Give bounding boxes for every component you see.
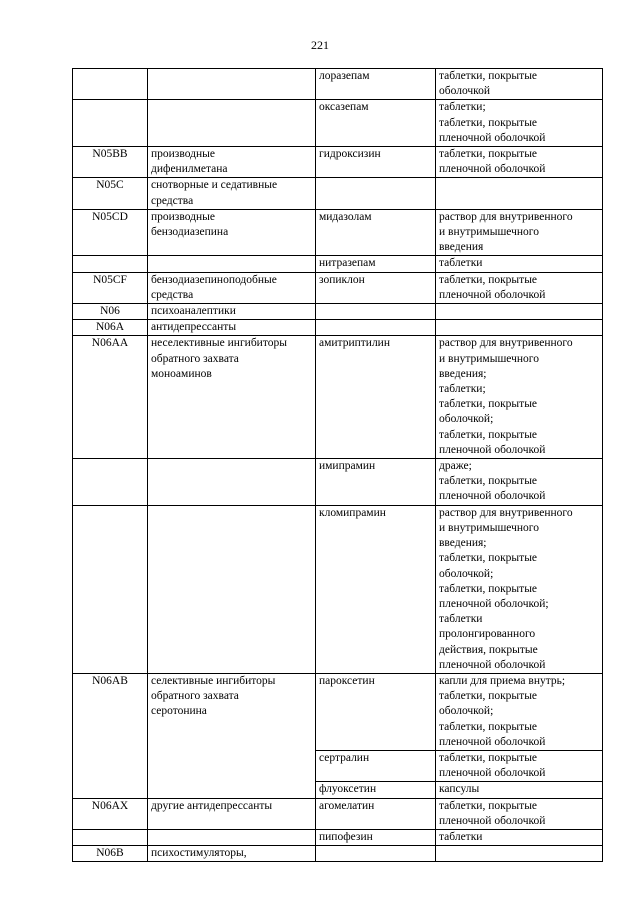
form-line: раствор для внутривенного: [439, 210, 573, 223]
page-number: 221: [311, 38, 329, 52]
code-cell: [73, 178, 148, 209]
code-cell: [73, 100, 148, 147]
group-line: психостимуляторы,: [151, 847, 247, 860]
group-line: селективные ингибиторы: [151, 674, 276, 687]
form-cell: [436, 256, 603, 272]
atc-code: N06AB: [92, 674, 128, 687]
table-row: [73, 256, 603, 272]
drug-line: агомелатин: [319, 799, 375, 812]
table-row: [73, 505, 603, 673]
form-cell: [436, 69, 603, 100]
group-line: моноаминов: [151, 367, 212, 380]
drug-cell: [316, 750, 436, 781]
group-cell: [148, 829, 316, 845]
atc-code: N06AX: [91, 799, 129, 812]
group-cell: [148, 505, 316, 673]
form-cell: [436, 304, 603, 320]
drug-line: зопиклон: [319, 273, 365, 286]
form-line: таблетки;: [439, 383, 486, 396]
table-row: [73, 209, 603, 256]
group-cell: [148, 798, 316, 829]
form-line: таблетки, покрытые: [439, 720, 538, 733]
form-line: таблетки, покрытые: [439, 148, 538, 161]
form-line: таблетки;: [439, 101, 486, 114]
code-cell: [73, 798, 148, 829]
group-line: неселективные ингибиторы: [151, 337, 287, 350]
drug-cell: [316, 829, 436, 845]
group-cell: [148, 178, 316, 209]
table-row: [73, 320, 603, 336]
group-cell: [148, 846, 316, 862]
form-line: таблетки, покрытые: [439, 475, 538, 488]
table-row: [73, 673, 603, 750]
code-cell: [73, 256, 148, 272]
code-cell: [73, 209, 148, 256]
table-row: [73, 272, 603, 303]
form-line: пролонгированного: [439, 628, 536, 641]
form-line: действия, покрытые: [439, 643, 538, 656]
code-cell: [73, 69, 148, 100]
drug-cell: [316, 209, 436, 256]
group-cell: [148, 459, 316, 506]
form-line: капли для приема внутрь;: [439, 674, 566, 687]
code-cell: [73, 846, 148, 862]
form-line: пленочной оболочкой;: [439, 597, 549, 610]
code-cell: [73, 336, 148, 459]
drug-line: флуоксетин: [319, 783, 377, 796]
group-cell: [148, 673, 316, 798]
form-line: таблетки, покрытые: [439, 273, 538, 286]
group-line: дифенилметана: [151, 163, 228, 176]
form-line: таблетки: [439, 257, 483, 270]
drug-cell: [316, 304, 436, 320]
form-cell: [436, 782, 603, 798]
form-cell: [436, 505, 603, 673]
form-line: пленочной оболочкой: [439, 658, 546, 671]
drug-line: кломипрамин: [319, 506, 386, 519]
form-line: оболочкой;: [439, 567, 494, 580]
drug-cell: [316, 320, 436, 336]
table-row: [73, 69, 603, 100]
group-cell: [148, 69, 316, 100]
drug-table: [72, 68, 603, 862]
drug-cell: [316, 336, 436, 459]
form-line: введения;: [439, 537, 487, 550]
form-line: введения: [439, 241, 484, 254]
form-cell: [436, 209, 603, 256]
form-line: капсулы: [439, 783, 480, 796]
drug-line: амитриптилин: [319, 337, 390, 350]
form-line: оболочкой: [439, 85, 491, 98]
form-line: пленочной оболочкой: [439, 131, 546, 144]
form-cell: [436, 320, 603, 336]
table-row: [73, 459, 603, 506]
form-line: пленочной оболочкой: [439, 735, 546, 748]
drug-cell: [316, 846, 436, 862]
group-line: другие антидепрессанты: [151, 799, 273, 812]
form-line: пленочной оболочкой: [439, 814, 546, 827]
drug-cell: [316, 178, 436, 209]
form-line: таблетки, покрытые: [439, 116, 538, 129]
atc-code: N05BB: [92, 148, 128, 161]
group-line: снотворные и седативные: [151, 179, 278, 192]
drug-line: пипофезин: [319, 830, 373, 843]
form-line: введения;: [439, 367, 487, 380]
drug-cell: [316, 505, 436, 673]
drug-table-body: [73, 69, 603, 862]
drug-line: имипрамин: [319, 460, 376, 473]
form-cell: [436, 829, 603, 845]
form-cell: [436, 750, 603, 781]
code-cell: [73, 829, 148, 845]
atc-code: N06: [100, 305, 120, 318]
drug-line: сертралин: [319, 751, 370, 764]
form-cell: [436, 178, 603, 209]
table-row: [73, 829, 603, 845]
table-row: [73, 178, 603, 209]
table-row: [73, 100, 603, 147]
group-cell: [148, 320, 316, 336]
drug-cell: [316, 782, 436, 798]
form-line: пленочной оболочкой: [439, 443, 546, 456]
form-line: таблетки, покрытые: [439, 751, 538, 764]
group-line: бензодиазепина: [151, 226, 229, 239]
group-cell: [148, 209, 316, 256]
form-line: пленочной оболочкой: [439, 767, 546, 780]
form-line: оболочкой;: [439, 413, 494, 426]
code-cell: [73, 304, 148, 320]
form-line: пленочной оболочкой: [439, 288, 546, 301]
form-line: драже;: [439, 460, 472, 473]
form-line: таблетки: [439, 830, 483, 843]
drug-line: мидазолам: [319, 210, 372, 223]
atc-code: N06AA: [91, 337, 129, 350]
group-line: серотонина: [151, 705, 207, 718]
group-cell: [148, 336, 316, 459]
group-line: психоаналептики: [151, 305, 236, 318]
drug-cell: [316, 673, 436, 750]
drug-cell: [316, 272, 436, 303]
code-cell: [73, 459, 148, 506]
group-cell: [148, 256, 316, 272]
group-cell: [148, 304, 316, 320]
group-line: средства: [151, 194, 194, 207]
form-cell: [436, 798, 603, 829]
drug-line: лоразепам: [319, 70, 370, 82]
code-cell: [73, 673, 148, 798]
table-row: [73, 798, 603, 829]
group-line: обратного захвата: [151, 352, 239, 365]
group-line: производные: [151, 210, 215, 223]
form-line: раствор для внутривенного: [439, 506, 573, 519]
atc-code: N06B: [96, 847, 124, 860]
form-line: и внутримышечного: [439, 521, 539, 534]
code-cell: [73, 505, 148, 673]
group-line: антидепрессанты: [151, 321, 237, 334]
group-cell: [148, 100, 316, 147]
drug-line: гидроксизин: [319, 148, 381, 161]
form-cell: [436, 100, 603, 147]
drug-cell: [316, 147, 436, 178]
drug-cell: [316, 256, 436, 272]
table-row: [73, 304, 603, 320]
form-line: и внутримышечного: [439, 352, 539, 365]
code-cell: [73, 272, 148, 303]
form-cell: [436, 459, 603, 506]
form-line: таблетки, покрытые: [439, 690, 538, 703]
code-cell: [73, 320, 148, 336]
form-line: раствор для внутривенного: [439, 337, 573, 350]
drug-line: оксазепам: [319, 101, 369, 114]
drug-cell: [316, 459, 436, 506]
form-line: таблетки, покрытые: [439, 552, 538, 565]
form-cell: [436, 846, 603, 862]
form-line: пленочной оболочкой: [439, 163, 546, 176]
group-line: производные: [151, 148, 215, 161]
drug-line: нитразепам: [319, 257, 376, 270]
form-line: таблетки, покрытые: [439, 428, 538, 441]
atc-code: N05CD: [92, 210, 128, 223]
form-cell: [436, 336, 603, 459]
drug-cell: [316, 100, 436, 147]
atc-code: N05C: [96, 179, 124, 192]
group-cell: [148, 147, 316, 178]
form-line: таблетки, покрытые: [439, 70, 538, 82]
form-cell: [436, 147, 603, 178]
form-line: таблетки: [439, 613, 483, 626]
atc-code: N05CF: [93, 273, 127, 286]
table-row: [73, 147, 603, 178]
drug-cell: [316, 69, 436, 100]
group-line: средства: [151, 288, 194, 301]
form-cell: [436, 673, 603, 750]
table-row: [73, 336, 603, 459]
form-line: таблетки, покрытые: [439, 582, 538, 595]
form-cell: [436, 272, 603, 303]
drug-cell: [316, 798, 436, 829]
code-cell: [73, 147, 148, 178]
drug-line: пароксетин: [319, 674, 375, 687]
atc-code: N06A: [95, 321, 125, 334]
group-line: обратного захвата: [151, 690, 239, 703]
form-line: пленочной оболочкой: [439, 490, 546, 503]
group-line: бензодиазепиноподобные: [151, 273, 277, 286]
form-line: таблетки, покрытые: [439, 398, 538, 411]
table-row: [73, 846, 603, 862]
form-line: оболочкой;: [439, 705, 494, 718]
group-cell: [148, 272, 316, 303]
form-line: и внутримышечного: [439, 226, 539, 239]
form-line: таблетки, покрытые: [439, 799, 538, 812]
